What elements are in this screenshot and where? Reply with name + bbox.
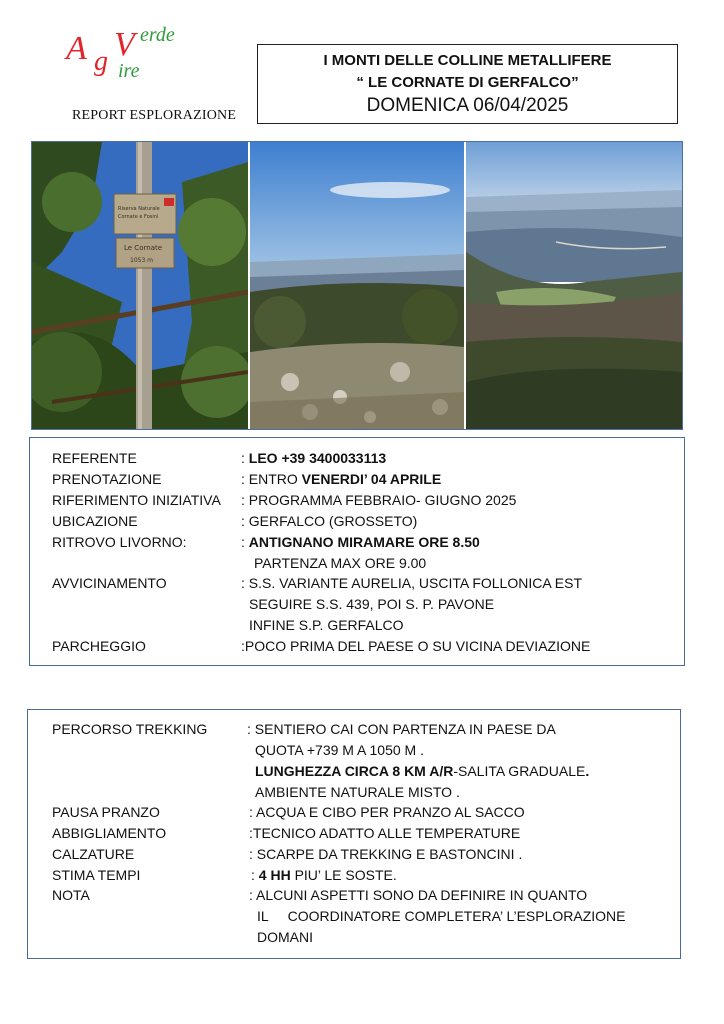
percorso-label: PERCORSO TREKKING: [52, 721, 208, 737]
stima-rest: PIU’ LE SOSTE.: [290, 867, 397, 883]
sign-text-4: 1053 m: [130, 257, 154, 264]
stima-hours: 4 HH: [258, 867, 291, 883]
riferimento-value: : PROGRAMMA FEBBRAIO- GIUGNO 2025: [241, 492, 517, 508]
sign-text-3: Le Cornate: [124, 244, 163, 252]
title-line-3: DOMENICA 06/04/2025: [366, 95, 569, 116]
referente-colon: :: [241, 450, 249, 466]
logistics-box: [29, 437, 685, 666]
title-box: [257, 44, 678, 124]
referente-contact: LEO +39 3400033113: [248, 450, 387, 466]
avvicinamento-line-3: INFINE S.P. GERFALCO: [249, 617, 404, 633]
photo-summit: [250, 142, 464, 429]
stima-colon: :: [251, 867, 259, 883]
logo-letter-v: V: [114, 26, 135, 63]
avvicinamento-line-1: : S.S. VARIANTE AURELIA, USCITA FOLLONICA EST: [241, 575, 583, 591]
prenotazione-prefix: : ENTRO: [241, 471, 302, 487]
ubicazione-label: UBICAZIONE: [52, 513, 138, 529]
percorso-line-2: QUOTA +739 M A 1050 M .: [255, 742, 424, 758]
trekking-box: [27, 709, 681, 959]
agv-logo: [60, 22, 190, 92]
abbigliamento-label: ABBIGLIAMENTO: [52, 825, 167, 841]
prenotazione-date: VENERDI’ 04 APRILE: [301, 471, 442, 487]
referente-value: [241, 449, 386, 467]
percorso-line-4: AMBIENTE NATURALE MISTO .: [255, 784, 460, 800]
ritrovo-value: [241, 533, 480, 551]
ritrovo-place: ANTIGNANO MIRAMARE ORE 8.50: [248, 534, 480, 550]
prenotazione-value: [241, 470, 441, 488]
logo-letter-g: g: [94, 46, 108, 77]
avvicinamento-line-2: SEGUIRE S.S. 439, POI S. P. PAVONE: [249, 596, 495, 612]
prenotazione-label: PRENOTAZIONE: [52, 471, 162, 487]
percorso-period: .: [585, 763, 590, 779]
calzature-label: CALZATURE: [52, 846, 135, 862]
parcheggio-label: PARCHEGGIO: [52, 638, 146, 654]
percorso-slope: -SALITA GRADUALE: [453, 763, 586, 779]
percorso-line-3: [255, 762, 589, 780]
sign-text-2: Cornate e Fosini: [118, 214, 159, 220]
photo-strip: [31, 141, 683, 430]
abbigliamento-value: :TECNICO ADATTO ALLE TEMPERATURE: [249, 825, 521, 841]
logo-letter-a: A: [66, 30, 87, 67]
ubicazione-value: : GERFALCO (GROSSETO): [241, 513, 418, 529]
sign-text-1: Riserva Naturale: [118, 206, 160, 212]
ritrovo-label: RITROVO LIVORNO:: [52, 534, 187, 550]
pausa-value: : ACQUA E CIBO PER PRANZO AL SACCO: [249, 804, 525, 820]
percorso-length: LUNGHEZZA CIRCA 8 KM A/R: [255, 763, 454, 779]
avvicinamento-label: AVVICINAMENTO: [52, 575, 167, 591]
title-line-1: I MONTI DELLE COLLINE METALLIFERE: [323, 52, 612, 69]
parcheggio-value: :POCO PRIMA DEL PAESE O SU VICINA DEVIAZIONE: [241, 638, 591, 654]
logo-erde: erde: [140, 24, 175, 46]
ritrovo-colon: :: [241, 534, 249, 550]
referente-label: REFERENTE: [52, 450, 137, 466]
nota-label: NOTA: [52, 887, 90, 903]
partenza-value: PARTENZA MAX ORE 9.00: [254, 555, 427, 571]
percorso-line-1: : SENTIERO CAI CON PARTENZA IN PAESE DA: [247, 721, 556, 737]
report-label: REPORT ESPLORAZIONE: [72, 108, 237, 123]
stima-value: [251, 866, 397, 884]
photo-signpost: [32, 142, 248, 429]
pausa-label: PAUSA PRANZO: [52, 804, 160, 820]
nota-line-3: DOMANI: [257, 929, 313, 945]
nota-line-1: : ALCUNI ASPETTI SONO DA DEFINIRE IN QUANTO: [249, 887, 588, 903]
logo-ire: ire: [118, 60, 140, 82]
title-line-2: “ LE CORNATE DI GERFALCO”: [356, 74, 579, 91]
riferimento-label: RIFERIMENTO INIZIATIVA: [52, 492, 221, 508]
stima-label: STIMA TEMPI: [52, 867, 141, 883]
nota-line-2: IL COORDINATORE COMPLETERA’ L’ESPLORAZIONE: [257, 908, 626, 924]
photo-valley: [466, 142, 682, 429]
calzature-value: : SCARPE DA TREKKING E BASTONCINI .: [249, 846, 523, 862]
